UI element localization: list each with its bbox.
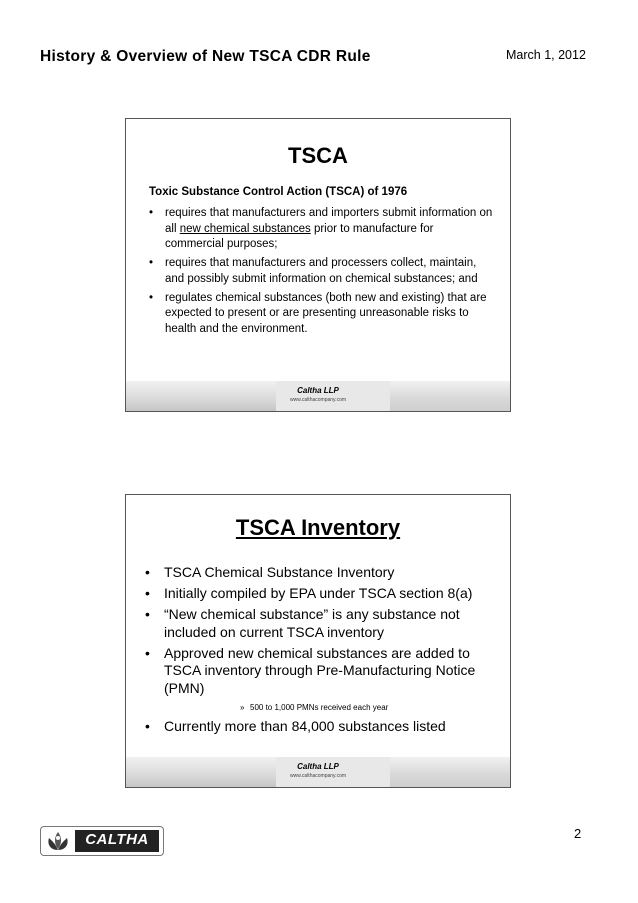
bullet-glyph: • [145, 717, 150, 734]
slide-bullet-list [149, 206, 494, 341]
slide-title: TSCA [288, 143, 348, 168]
slide-footer [126, 381, 510, 411]
bullet-text: TSCA Chemical Substance Inventory [164, 564, 395, 580]
list-item [149, 256, 494, 287]
bullet-text-underlined: new chemical substances [179, 222, 311, 235]
document-title: History & Overview of New TSCA CDR Rule [40, 48, 371, 65]
logo-wordmark: CALTHA [85, 831, 149, 848]
slide-tsca-inventory [125, 494, 511, 788]
footer-brand: Caltha LLP [297, 762, 339, 771]
list-item [140, 718, 500, 736]
bullet-glyph: • [145, 606, 150, 622]
bullet-text: Currently more than 84,000 substances listed [164, 717, 446, 734]
sub-list-item [140, 701, 500, 715]
bullet-glyph: • [145, 564, 150, 580]
slide-tsca [125, 118, 511, 412]
bullet-glyph: • [149, 257, 154, 270]
sub-bullet-text: 500 to 1,000 PMNs received each year [250, 702, 389, 712]
footer-website: www.calthacompany.com [289, 397, 347, 403]
list-item [149, 206, 494, 253]
bullet-text: “New chemical substance” is any substance not included on current TSCA inventory [164, 606, 460, 640]
slide-footer [126, 757, 510, 787]
list-item [140, 645, 500, 698]
footer-website: www.calthacompany.com [289, 773, 347, 779]
slide-heading: Toxic Substance Control Action (TSCA) of 1976 [149, 186, 408, 198]
list-item [140, 564, 500, 582]
bullet-text-pre: requires that manufacturers and importers submit information on all [165, 207, 493, 235]
bullet-text: Approved new chemical substances are added to TSCA inventory through Pre-Manufacturing Notice (PMN) [164, 644, 476, 696]
list-item [140, 606, 500, 641]
bullet-text: Initially compiled by EPA under TSCA section 8(a) [164, 585, 473, 601]
page-number: 2 [574, 826, 582, 841]
caltha-flower-icon [44, 830, 72, 852]
bullet-text: requires that manufacturers and processers collect, maintain, and possibly submit information on chemical substances; and [165, 257, 478, 285]
bullet-glyph: • [145, 585, 150, 601]
bullet-glyph: • [149, 291, 154, 304]
sub-bullet-glyph: » [240, 702, 245, 712]
bullet-glyph: • [145, 644, 150, 661]
bullet-text-post: prior to manufacture for commercial purposes; [165, 222, 434, 251]
footer-brand: Caltha LLP [297, 386, 339, 395]
bullet-glyph: • [149, 207, 154, 219]
list-item [149, 291, 494, 338]
list-item [140, 585, 500, 603]
document-date: March 1, 2012 [506, 48, 586, 62]
caltha-logo [40, 826, 164, 856]
bullet-text: regulates chemical substances (both new and existing) that are expected to present or are presenting unreasonable risks to health and the environment. [165, 291, 487, 335]
slide-title: TSCA Inventory [235, 515, 401, 540]
slide-bullet-list [140, 564, 500, 739]
